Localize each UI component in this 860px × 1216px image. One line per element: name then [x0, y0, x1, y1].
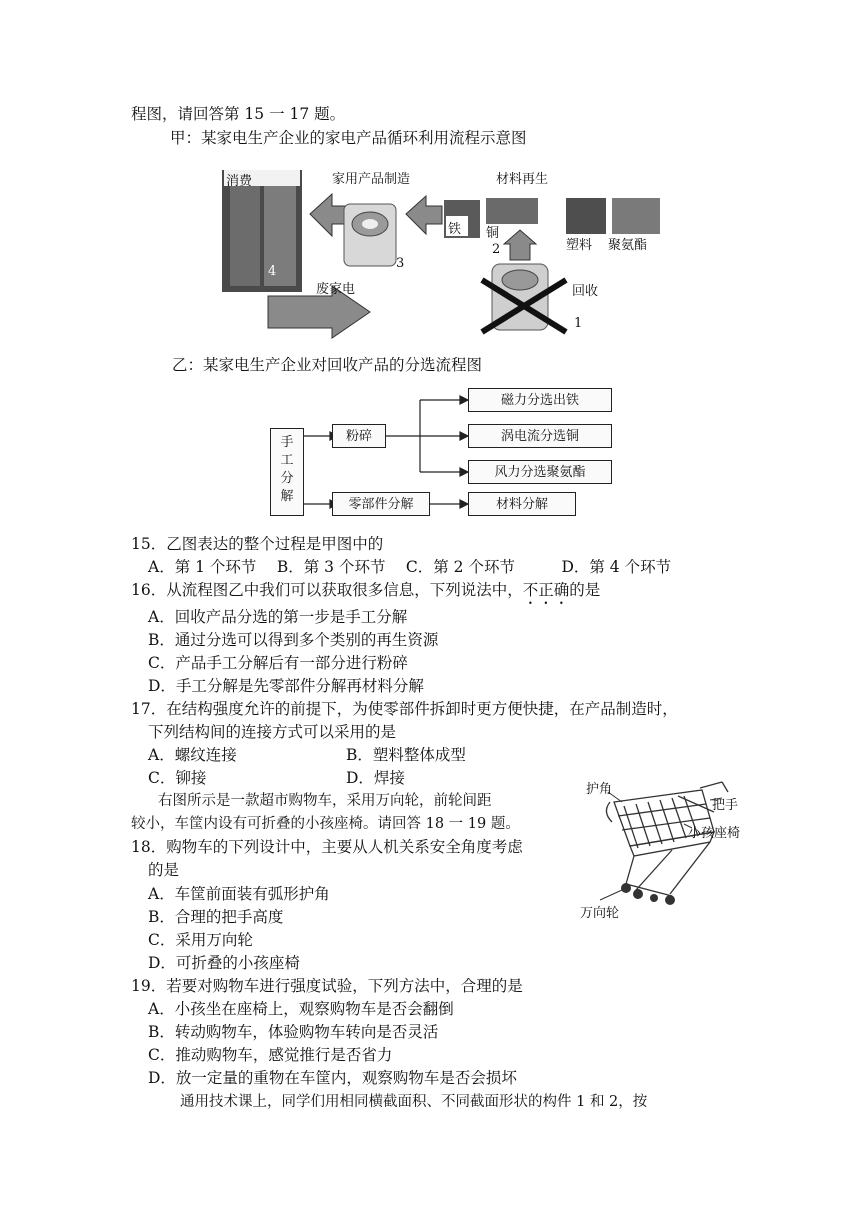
manual-disassembly-box [270, 428, 304, 516]
q18-stem-line2: 的是 [148, 861, 180, 879]
q18-option-b: B．合理的把手高度 [148, 908, 284, 926]
q19-option-a: A．小孩坐在座椅上，观察购物车是否会翻倒 [148, 1000, 454, 1018]
parts-disassembly-box: 零部件分解 [332, 492, 430, 516]
figure-b-caption: 乙：某家电生产企业对回收产品的分选流程图 [172, 356, 483, 374]
q16-stem [131, 580, 600, 608]
wind-sort-box: 风力分选聚氨酯 [468, 460, 612, 484]
q16-stem-emphasis: 不正确 [522, 581, 570, 599]
label-consume: 消费 [226, 174, 253, 189]
q17-option-d: D．焊接 [346, 769, 405, 787]
label-waste: 废家电 [316, 282, 356, 297]
label-make: 家用产品制造 [332, 172, 411, 187]
step-number-4: 4 [268, 264, 277, 279]
magnetic-sort-box: 磁力分选出铁 [468, 388, 612, 412]
q19-stem: 19．若要对购物车进行强度试验，下列方法中，合理的是 [131, 977, 523, 995]
q15-stem: 15．乙图表达的整个过程是甲图中的 [131, 535, 384, 553]
q16-option-c: C．产品手工分解后有一部分进行粉碎 [148, 654, 408, 672]
arrow-up-to-regen [504, 230, 536, 260]
q18-stem-line1: 18．购物车的下列设计中，主要从人机关系安全角度考虑 [131, 838, 523, 856]
figure-b-sorting-flow [270, 386, 620, 518]
arrow-left-to-make [406, 196, 442, 234]
q18-option-c: C．采用万向轮 [148, 931, 253, 949]
q15-options: A．第 1 个环节 B．第 3 个环节 C．第 2 个环节 D．第 4 个环节 [148, 558, 672, 576]
q17-option-a: A．螺纹连接 [148, 746, 237, 764]
q18-option-a: A．车筐前面装有弧形护角 [148, 885, 330, 903]
label-iron: 铁 [448, 222, 462, 237]
step-number-1: 1 [574, 316, 583, 331]
cart-label-wheel: 万向轮 [580, 906, 620, 921]
cart-label-seat: 小孩座椅 [688, 826, 741, 841]
manual-char: 分 [280, 471, 294, 486]
manual-char: 手 [280, 435, 294, 450]
cart-intro-line2: 较小，车筐内设有可折叠的小孩座椅。请回答 18 一 19 题。 [131, 816, 520, 832]
q19-option-d: D．放一定量的重物在车筐内，观察购物车是否会损坏 [148, 1069, 517, 1087]
q16-stem-post: 的是 [569, 581, 601, 599]
figure-a-recycling-flow [220, 160, 670, 340]
cart-label-corner: 护角 [586, 782, 613, 797]
material-disassembly-box: 材料分解 [468, 492, 576, 516]
cart-intro-line1: 右图所示是一款超市购物车，采用万向轮，前轮间距 [158, 793, 492, 809]
label-regen: 材料再生 [496, 172, 549, 187]
figure-a-illustration [220, 160, 670, 340]
figure-a-caption: 甲：某家电生产企业的家电产品循环利用流程示意图 [170, 129, 527, 147]
eddy-sort-box: 涡电流分选铜 [468, 424, 612, 448]
label-copper: 铜 [486, 226, 500, 241]
pu-photo [612, 198, 660, 234]
q16-option-d: D．手工分解是先零部件分解再材料分解 [148, 677, 424, 695]
label-plastic: 塑料 [566, 238, 593, 253]
q19-option-c: C．推动购物车，感觉推行是否省力 [148, 1046, 393, 1064]
q18-option-d: D．可折叠的小孩座椅 [148, 954, 300, 972]
cart-label-handle: 把手 [712, 798, 739, 813]
plastic-photo [566, 198, 606, 234]
label-pu: 聚氨酯 [608, 238, 648, 253]
copper-photo [486, 198, 538, 224]
step-number-2: 2 [492, 242, 501, 257]
q16-option-b: B．通过分选可以得到多个类别的再生资源 [148, 631, 439, 649]
intro-line: 程图，请回答第 15 一 17 题。 [131, 105, 346, 123]
q17-stem-line1: 17．在结构强度允许的前提下，为使零部件拆卸时更方便快捷，在产品制造时， [131, 700, 678, 718]
label-recycle: 回收 [572, 284, 599, 299]
manual-char: 解 [280, 489, 294, 504]
q16-stem-pre: 16．从流程图乙中我们可以获取很多信息，下列说法中， [131, 581, 523, 599]
crush-box: 粉碎 [332, 424, 386, 448]
q17-stem-line2: 下列结构间的连接方式可以采用的是 [148, 723, 397, 741]
step-number-3: 3 [396, 256, 405, 271]
shopping-cart-figure [572, 772, 762, 920]
q16-option-a: A．回收产品分选的第一步是手工分解 [148, 608, 408, 626]
q17-option-b: B．塑料整体成型 [346, 746, 466, 764]
manual-char: 工 [280, 453, 294, 468]
footer-line: 通用技术课上，同学们用相同横截面积、不同截面形状的构件 1 和 2，按 [180, 1094, 648, 1110]
q17-option-c: C．铆接 [148, 769, 207, 787]
q19-option-b: B．转动购物车，体验购物车转向是否灵活 [148, 1023, 439, 1041]
